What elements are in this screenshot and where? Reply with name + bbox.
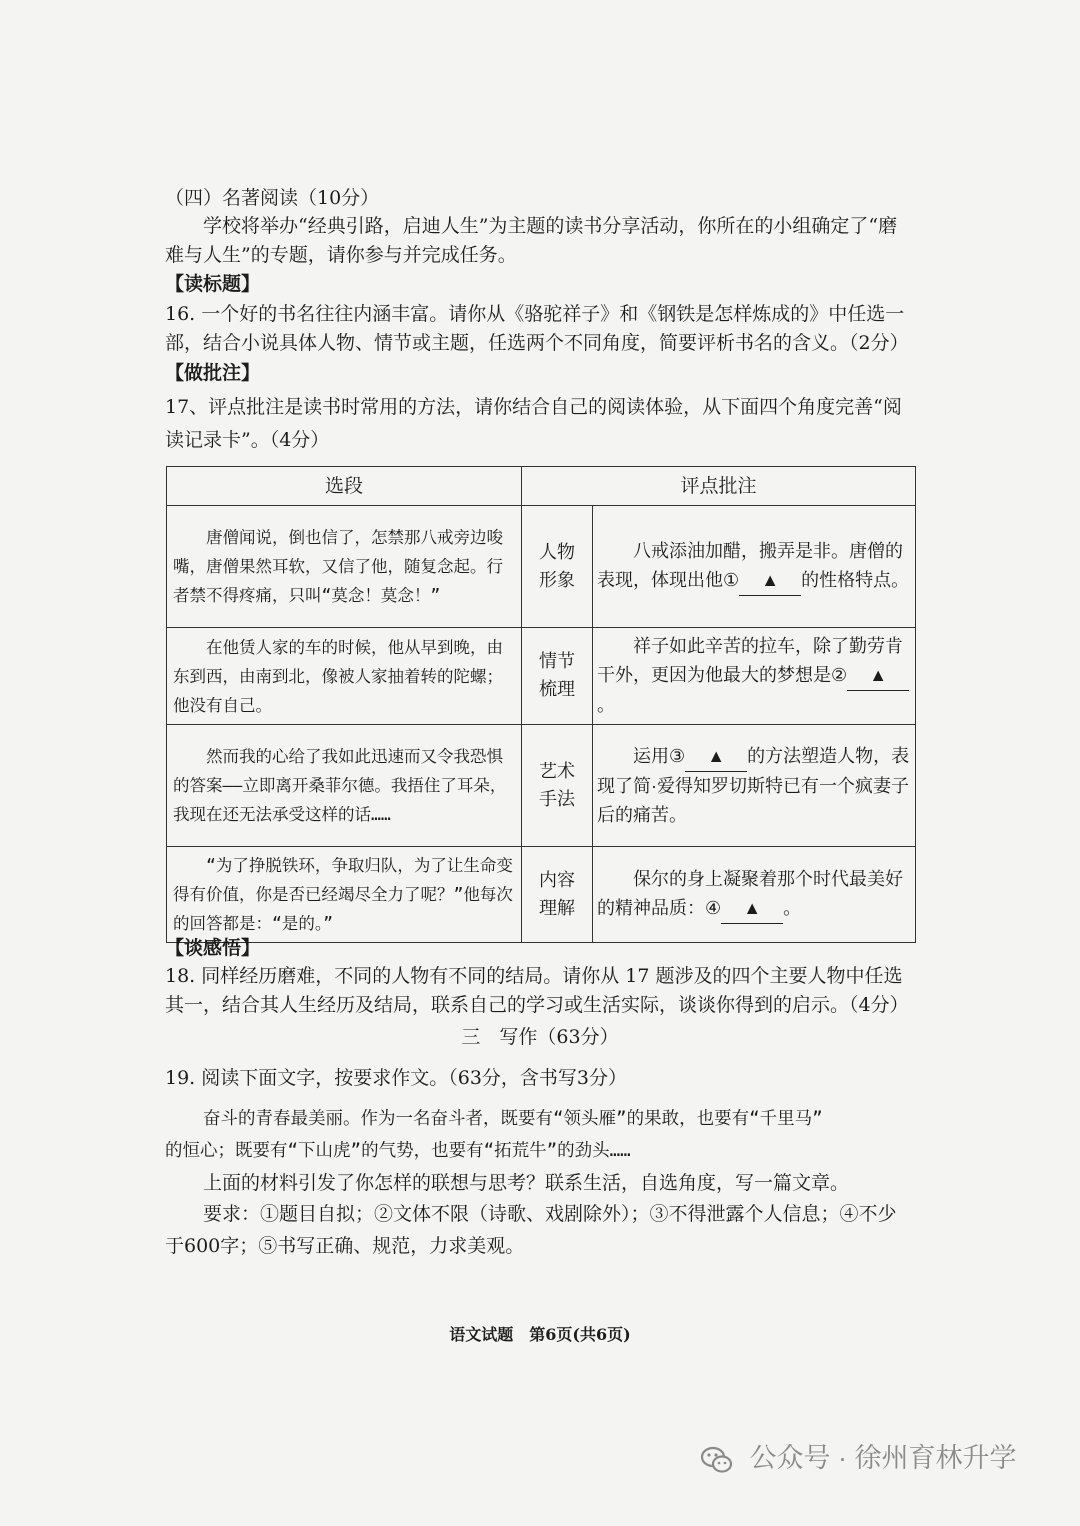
angle-cell: 情节 梳理 bbox=[522, 628, 593, 725]
section-intro-line2: 难与人生”的专题，请你参与并完成任务。 bbox=[165, 244, 517, 266]
question-16-line2: 部，结合小说具体人物、情节或主题，任选两个不同角度，简要评析书名的含义。（2分） bbox=[165, 332, 909, 354]
header-note: 评点批注 bbox=[522, 467, 916, 506]
table-row bbox=[167, 847, 916, 943]
table-row bbox=[167, 506, 916, 628]
writing-section-title: 三 写作（63分） bbox=[461, 1026, 619, 1048]
angle-cell: 艺术 手法 bbox=[522, 725, 593, 847]
note-cell: 运用③ ▲ 的方法塑造人物，表现了简·爱得知罗切斯特已有一个疯妻子后的痛苦。 bbox=[593, 725, 916, 847]
note-cell: 保尔的身上凝聚着那个时代最美好的精神品质：④ ▲ 。 bbox=[593, 847, 916, 943]
question-18-line1: 18. 同样经历磨难，不同的人物有不同的结局。请你从 17 题涉及的四个主要人物中任选 bbox=[165, 965, 903, 987]
page-footer: 语文试题 第6页(共6页) bbox=[449, 1325, 631, 1344]
question-17-line2: 读记录卡”。（4分） bbox=[165, 429, 330, 451]
header-excerpt: 选段 bbox=[167, 467, 522, 506]
section-title: （四）名著阅读（10分） bbox=[165, 187, 380, 209]
reading-record-card bbox=[166, 466, 916, 943]
wechat-icon bbox=[700, 1445, 734, 1475]
watermark bbox=[700, 1436, 1017, 1475]
writing-material-line1: 奋斗的青春最美丽。作为一名奋斗者，既要有“领头雁”的果敢，也要有“千里马” bbox=[203, 1109, 823, 1129]
excerpt-cell: 然而我的心给了我如此迅速而又令我恐惧的答案——立即离开桑菲尔德。我捂住了耳朵，我现在还无法承受这样的话…… bbox=[167, 725, 522, 847]
task1-heading: 【读标题】 bbox=[165, 273, 261, 295]
answer-blank-2[interactable]: ▲ bbox=[847, 661, 909, 691]
question-17-line1: 17、评点批注是读书时常用的方法，请你结合自己的阅读体验，从下面四个角度完善“阅 bbox=[165, 396, 902, 418]
watermark-text: 公众号 · 徐州育林升学 bbox=[749, 1443, 1017, 1473]
answer-blank-3[interactable]: ▲ bbox=[685, 742, 747, 772]
task3-heading: 【谈感悟】 bbox=[165, 937, 261, 959]
writing-requirements-line1: 要求：①题目自拟；②文体不限（诗歌、戏剧除外）；③不得泄露个人信息；④不少 bbox=[203, 1203, 897, 1225]
excerpt-cell: “为了挣脱铁环，争取归队，为了让生命变得有价值，你是否已经竭尽全力了呢？”他每次的回答都是：“是的。” bbox=[167, 847, 522, 943]
writing-prompt: 上面的材料引发了你怎样的联想与思考？联系生活，自选角度，写一篇文章。 bbox=[203, 1172, 850, 1194]
writing-material-line2: 的恒心；既要有“下山虎”的气势，也要有“拓荒牛”的劲头…… bbox=[165, 1141, 631, 1161]
answer-blank-1[interactable]: ▲ bbox=[739, 566, 801, 596]
excerpt-cell: 在他赁人家的车的时候，他从早到晚，由东到西，由南到北，像被人家抽着转的陀螺；他没有自己。 bbox=[167, 628, 522, 725]
section-intro-line1: 学校将举办“经典引路，启迪人生”为主题的读书分享活动，你所在的小组确定了“磨 bbox=[203, 215, 898, 237]
table-row bbox=[167, 628, 916, 725]
task2-heading: 【做批注】 bbox=[165, 362, 261, 384]
angle-cell: 人物 形象 bbox=[522, 506, 593, 628]
question-19: 19. 阅读下面文字，按要求作文。（63分，含书写3分） bbox=[165, 1067, 628, 1089]
table-row bbox=[167, 725, 916, 847]
writing-requirements-line2: 于600字；⑤书写正确、规范，力求美观。 bbox=[165, 1235, 525, 1257]
note-cell: 八戒添油加醋，搬弄是非。唐僧的表现，体现出他① ▲ 的性格特点。 bbox=[593, 506, 916, 628]
angle-cell: 内容 理解 bbox=[522, 847, 593, 943]
answer-blank-4[interactable]: ▲ bbox=[721, 894, 783, 924]
note-cell: 祥子如此辛苦的拉车，除了勤劳肯干外，更因为他最大的梦想是② ▲。 bbox=[593, 628, 916, 725]
excerpt-cell: 唐僧闻说，倒也信了，怎禁那八戒旁边唆嘴，唐僧果然耳软，又信了他，随复念起。行者禁不得疼痛，只叫“莫念！莫念！” bbox=[167, 506, 522, 628]
question-16-line1: 16. 一个好的书名往往内涵丰富。请你从《骆驼祥子》和《钢铁是怎样炼成的》中任选一 bbox=[165, 303, 905, 325]
table-header-row bbox=[167, 467, 916, 506]
question-18-line2: 其一，结合其人生经历及结局，联系自己的学习或生活实际，谈谈你得到的启示。（4分） bbox=[165, 994, 909, 1016]
